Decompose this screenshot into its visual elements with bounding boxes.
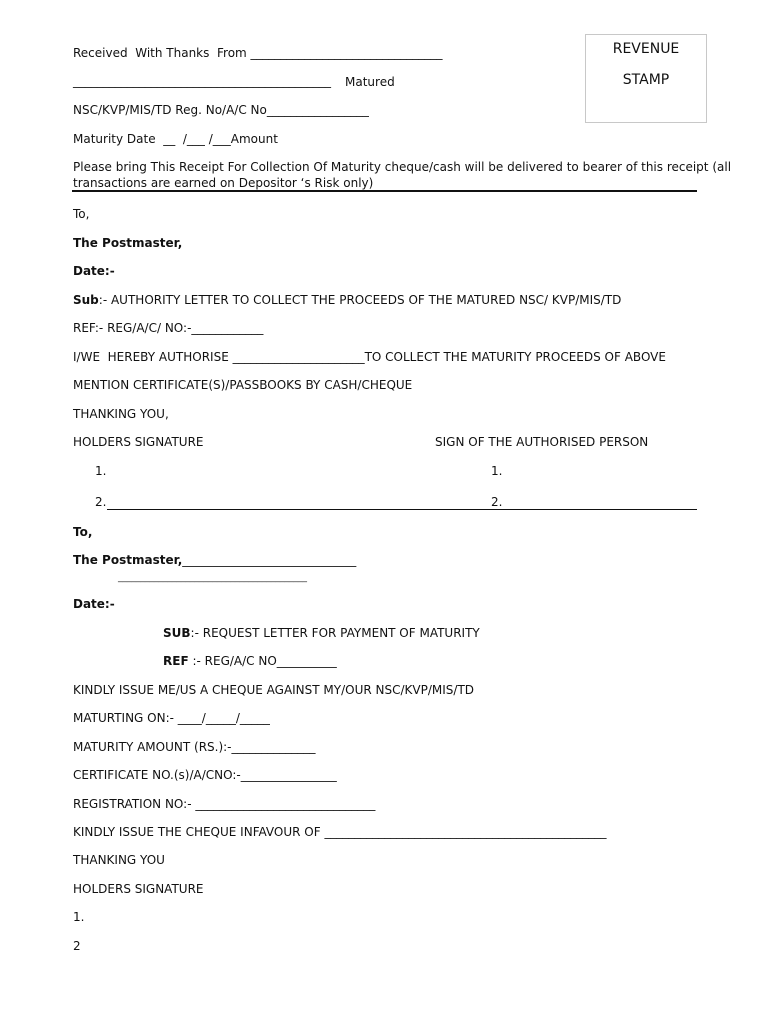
holder-signature-1: 1. (95, 464, 107, 478)
revenue-stamp-box (585, 34, 707, 123)
authority-subject (73, 293, 621, 308)
request-addressee-blank: _____________________________ (182, 553, 357, 567)
request-subject-text: :- REQUEST LETTER FOR PAYMENT OF MATURITY (190, 626, 480, 640)
authority-ref: REF:- REG/A/C/ NO:-____________ (73, 321, 264, 335)
certificate-no-line: CERTIFICATE NO.(s)/A/CNO:-________________ (73, 768, 337, 782)
received-from-line: Received With Thanks From ________________________________ (73, 46, 443, 60)
request-addressee-label: The Postmaster, (73, 553, 183, 567)
authority-to: To, (73, 207, 90, 221)
request-addressee (73, 553, 356, 568)
maturity-amount-line: MATURITY AMOUNT (RS.):-______________ (73, 740, 316, 754)
authority-addressee: The Postmaster, (73, 236, 183, 250)
maturing-on-line: MATURTING ON:- ____/_____/_____ (73, 711, 270, 725)
receipt-note-line-1: Please bring This Receipt For Collection Of Maturity cheque/cash will be delivered to bearer of this receipt (all (73, 160, 732, 174)
receipt-note-line-2: transactions are earned on Depositor ‘s Risk only) (73, 176, 374, 190)
stamp-label-revenue: REVENUE (612, 41, 680, 57)
cheque-infavour-line: KINDLY ISSUE THE CHEQUE INFAVOUR OF _______________________________________________ (73, 825, 607, 839)
authority-subject-text: :- AUTHORITY LETTER TO COLLECT THE PROCEEDS OF THE MATURED NSC/ KVP/MIS/TD (98, 293, 622, 307)
stamp-label-stamp: STAMP (622, 72, 670, 88)
authorise-line: I/WE HEREBY AUTHORISE ______________________TO COLLECT THE MATURITY PROCEEDS OF ABOVE (73, 350, 666, 364)
request-subject-label: SUB (163, 626, 191, 640)
authority-subject-label: Sub (73, 293, 99, 307)
mention-certificate-line: MENTION CERTIFICATE(S)/PASSBOOKS BY CASH/CHEQUE (73, 378, 413, 392)
request-subject (163, 626, 480, 641)
signature-underline (107, 509, 697, 510)
request-thanking: THANKING YOU (73, 853, 165, 867)
authorised-signature-1: 1. (491, 464, 503, 478)
request-holders-signature: HOLDERS SIGNATURE (73, 882, 204, 896)
authorised-signature-2: 2. (491, 495, 503, 509)
maturity-date-line: Maturity Date __ /___ /___Amount (73, 132, 278, 146)
section-divider (72, 190, 697, 192)
authority-date: Date:- (73, 264, 115, 278)
registration-no-line: REGISTRATION NO:- ______________________________ (73, 797, 376, 811)
kindly-issue-line: KINDLY ISSUE ME/US A CHEQUE AGAINST MY/OUR NSC/KVP/MIS/TD (73, 683, 475, 697)
request-to: To, (73, 525, 93, 539)
holder-signature-2: 2. (95, 495, 107, 509)
authorised-person-sign-label: SIGN OF THE AUTHORISED PERSON (435, 435, 649, 449)
request-signature-1: 1. (73, 910, 85, 924)
holders-signature-label: HOLDERS SIGNATURE (73, 435, 204, 449)
request-ref-label: REF (163, 654, 189, 668)
matured-blank: ___________________________________________ (73, 74, 331, 88)
request-ref (163, 654, 337, 669)
request-address-blank: __________________________________________ (118, 573, 307, 583)
authority-thanking: THANKING YOU, (73, 407, 169, 421)
reg-no-line: NSC/KVP/MIS/TD Reg. No/A/C No_________________ (73, 103, 369, 117)
request-ref-text: :- REG/A/C NO__________ (188, 654, 337, 668)
request-date: Date:- (73, 597, 115, 611)
request-signature-2: 2 (73, 939, 81, 953)
matured-label: Matured (345, 75, 395, 89)
